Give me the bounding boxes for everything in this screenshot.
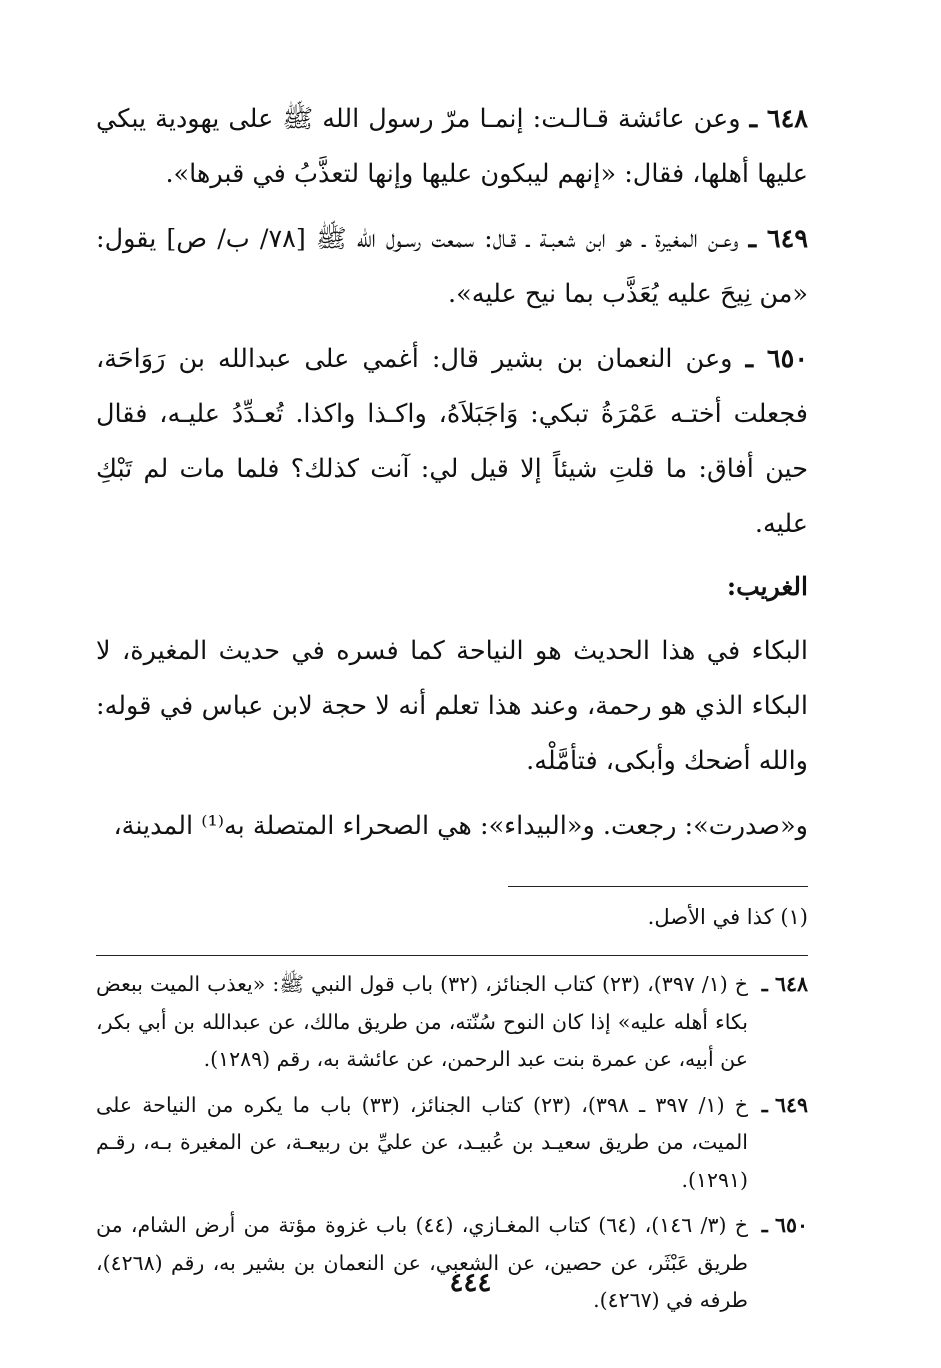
footnote-649 (96, 1087, 808, 1200)
hadith-number: ٦٤٨ ـ (749, 104, 808, 134)
footnote-650 (96, 1207, 808, 1320)
footnote-number: ٦٤٩ ـ (761, 1092, 808, 1117)
footnote-text: خ (٣/ ١٤٦)، (٦٤) كتاب المغـازي، (٤٤) باب غزوة مؤتة من أرض الشام، من طريق عَبْثَر، عن حصين، عن الشعبي، عن النعمان بن بشير به، رقم (٤٢٦٨)، طرفه في (٤٢٦٧). (96, 1213, 748, 1312)
hadith-number: ٦٥٠ ـ (745, 344, 809, 374)
footnote-number: ٦٤٨ ـ (761, 972, 808, 996)
page-note: (١) كذا في الأصل. (647, 905, 808, 929)
hadith-650 (96, 332, 808, 552)
main-text (96, 92, 808, 854)
hadith-text: وعن النعمان بن بشير قال: أغمي على عبدالله بن رَوَاحَة، فجعلت أختـه عَمْرَةُ تبكي: وَاجَبَلاَهُ، واكـذا واكذا. تُعـدِّدُ عليـه، فقال حين أفاق: ما قلتِ شيئاً إلا قيل لي: آنت كذلك؟ فلما مات لم تَبْكِ عليه. (96, 344, 808, 539)
page (96, 92, 808, 1328)
footnote-number: ٦٥٠ ـ (761, 1213, 808, 1237)
gharib-paragraph: البكاء في هذا الحديث هو النياحة كما فسره في حديث المغيرة، لا البكاء الذي هو رحمة، وعند هذا تعلم أنه لا حجة لابن عباس في قوله: والله أضحك وأبكى، فتأمَّلْه. (96, 636, 808, 776)
hadith-648 (96, 92, 808, 202)
gharib-paragraph: و«صدرت»: رجعت. و«البيداء»: هي الصحراء المتصلة به⁽¹⁾ المدينة، (113, 811, 808, 841)
hadith-number: ٦٤٩ ـ (748, 224, 809, 254)
note-divider (508, 886, 808, 887)
page-number: ٤٤٤ (449, 1268, 492, 1298)
footnotes (96, 966, 808, 1320)
footnote-648 (96, 966, 808, 1079)
footnote-text: خ (١/ ٣٩٧)، (٢٣) كتاب الجنائز، (٣٢) باب قول النبي ﷺ: «يعذب الميت ببعض بكاء أهله عليه» إذا كان النوح سُنّته، من طريق مالك، عن عبدالله بن أبي بكر، عن أبيه، عن عمرة بنت عبد الرحمن، عن عائشة به، رقم (١٢٨٩). (96, 972, 748, 1071)
section-heading: الغريب: (726, 572, 808, 601)
footnote-divider (96, 955, 808, 956)
footnote-text: خ (١/ ٣٩٧ ـ ٣٩٨)، (٢٣) كتاب الجنائز، (٣٣) باب ما يكره من النياحة على الميت، من طريق سعيـد بن عُبيـد، عن عليِّ بن ربيعـة، عن المغيرة بـه، رقـم (١٢٩١). (96, 1092, 748, 1192)
hadith-text: وعـن المغيرة ـ هو ابن شعبـة ـ قـال: سمعت رسـول الله ﷺ [٧٨/ ب/ ص] يقول: «من نِيحَ عليه يُعَذَّب بما نيح عليه». (96, 224, 808, 309)
hadith-text: وعن عائشة قـالـت: إنمـا مرّ رسول الله ﷺ على يهودية يبكي عليها أهلها، فقال: «إنهم ليبكون عليها وإنها لتعذَّبُ في قبرها». (96, 104, 808, 189)
hadith-649 (96, 212, 808, 322)
